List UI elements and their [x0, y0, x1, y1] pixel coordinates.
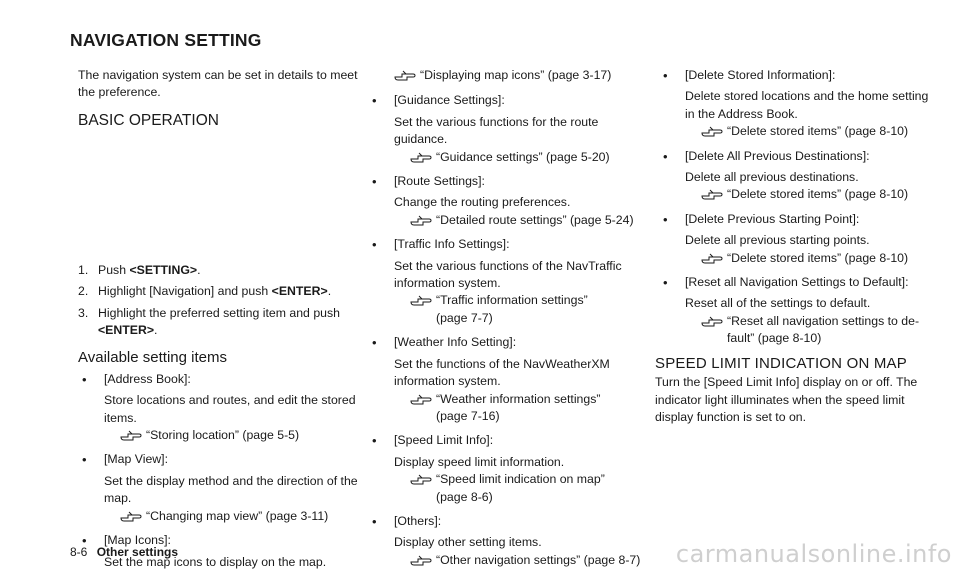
item-title: [Map Icons]: [104, 533, 171, 548]
setting-item [78, 451, 360, 525]
cross-reference[interactable] [685, 123, 941, 140]
reference-continuation: (page 7-7) [436, 310, 493, 325]
bullet-icon: • [372, 237, 377, 253]
setting-item [368, 334, 650, 425]
bullet-icon: • [663, 211, 668, 227]
item-description: Set the display method and the direction of the map. [104, 473, 358, 506]
bullet-icon: • [663, 148, 668, 164]
cross-reference[interactable] [685, 186, 941, 203]
column-3 [655, 67, 941, 426]
item-description: Set the various functions of the NavTraffic information system. [394, 258, 622, 291]
step-item [78, 305, 360, 340]
reference-text: “Detailed route settings” (page 5-24) [436, 212, 634, 227]
reference-text: “Weather information settings” [436, 391, 601, 406]
column-1 [78, 67, 360, 578]
reference-text: “Guidance settings” (page 5-20) [436, 149, 610, 164]
reference-text: “Reset all navigation settings to de- [727, 313, 920, 328]
watermark: carmanualsonline.info [675, 540, 952, 568]
setting-item [368, 236, 650, 327]
item-description: Delete all previous destinations. [685, 170, 859, 185]
page-footer [70, 545, 178, 559]
page-title: NAVIGATION SETTING [70, 30, 262, 50]
bullet-icon: • [372, 513, 377, 529]
setting-item [659, 67, 941, 141]
reference-text: “Speed limit indication on map” [436, 472, 605, 487]
item-title: [Delete All Previous Destinations]: [685, 148, 870, 163]
setting-item [368, 513, 650, 569]
pointing-hand-icon [701, 187, 723, 201]
cross-reference[interactable] [394, 391, 650, 408]
item-description: Display other setting items. [394, 535, 542, 550]
item-title: [Speed Limit Info]: [394, 433, 494, 448]
cross-reference[interactable] [685, 250, 941, 267]
section-name: Other settings [96, 545, 179, 559]
step-text: Highlight the preferred setting item and push <ENTER>. [98, 305, 340, 338]
step-item [78, 262, 360, 279]
available-items-heading: Available setting items [78, 349, 227, 367]
bullet-icon: • [372, 93, 377, 109]
column-2 [368, 67, 650, 576]
pointing-hand-icon [410, 293, 432, 307]
intro-text: The navigation system can be set in details to meet the preference. [78, 68, 358, 100]
pointing-hand-icon [410, 392, 432, 406]
pointing-hand-icon [701, 124, 723, 138]
cross-reference[interactable] [104, 427, 360, 444]
item-title: [Map View]: [104, 452, 169, 467]
setting-item [368, 173, 650, 229]
reference-text: “Changing map view” (page 3-11) [146, 508, 329, 523]
cross-reference[interactable] [394, 552, 650, 569]
bullet-icon: • [372, 335, 377, 351]
item-description: Display speed limit information. [394, 454, 565, 469]
reference-text: “Delete stored items” (page 8-10) [727, 124, 909, 139]
item-title: [Route Settings]: [394, 174, 485, 189]
page-number: 8-6 [70, 545, 88, 559]
basic-operation-heading: BASIC OPERATION [78, 111, 219, 129]
speed-limit-text: Turn the [Speed Limit Info] display on or off. The indicator light illuminates when the speed limit display function is set to on. [655, 375, 918, 424]
bullet-icon: • [82, 452, 87, 468]
item-title: [Weather Info Setting]: [394, 335, 517, 350]
bullet-icon: • [663, 68, 668, 83]
item-description: Set the various functions for the route guidance. [394, 114, 599, 147]
setting-item [368, 92, 650, 166]
cross-reference[interactable] [394, 212, 650, 229]
cross-reference[interactable] [394, 149, 650, 166]
step-text: Highlight [Navigation] and push <ENTER>. [98, 284, 332, 299]
setting-item-list [659, 67, 941, 348]
item-title: [Traffic Info Settings]: [394, 237, 510, 252]
item-title: [Others]: [394, 513, 442, 528]
pointing-hand-icon [410, 213, 432, 227]
step-number: 1. [78, 262, 89, 277]
reference-text: “Delete stored items” (page 8-10) [727, 187, 909, 202]
pointing-hand-icon [120, 509, 142, 523]
bullet-icon: • [663, 275, 668, 291]
reference-continuation: (page 7-16) [436, 408, 500, 423]
cross-reference[interactable] [368, 67, 650, 84]
bullet-icon: • [82, 371, 87, 387]
pointing-hand-icon [120, 428, 142, 442]
item-description: Set the functions of the NavWeatherXM information system. [394, 356, 610, 389]
reference-text: “Other navigation settings” (page 8-7) [436, 552, 641, 567]
item-description: Store locations and routes, and edit the stored items. [104, 393, 356, 425]
setting-item-list [368, 92, 650, 569]
item-title: [Delete Stored Information]: [685, 68, 836, 82]
cross-reference[interactable] [394, 471, 650, 488]
item-title: [Guidance Settings]: [394, 93, 505, 108]
setting-item [659, 148, 941, 204]
figure-area [78, 132, 360, 262]
item-description: Change the routing preferences. [394, 195, 571, 210]
reference-text: “Delete stored items” (page 8-10) [727, 250, 909, 265]
item-description: Delete all previous starting points. [685, 233, 870, 248]
reference-text: “Displaying map icons” (page 3-17) [420, 68, 612, 82]
cross-reference[interactable] [685, 313, 941, 330]
cross-reference[interactable] [104, 508, 360, 525]
reference-text: “Traffic information settings” [436, 293, 588, 308]
setting-item-list [78, 371, 360, 571]
item-title: [Reset all Navigation Settings to Default]: [685, 275, 909, 290]
item-title: [Address Book]: [104, 371, 191, 386]
reference-continuation: fault” (page 8-10) [727, 331, 822, 346]
pointing-hand-icon [410, 553, 432, 567]
setting-item [78, 371, 360, 445]
step-text: Push <SETTING>. [98, 262, 201, 277]
pointing-hand-icon [394, 68, 416, 82]
bullet-icon: • [372, 433, 377, 449]
reference-text: “Storing location” (page 5-5) [146, 428, 300, 443]
setting-item [659, 274, 941, 348]
item-description: Set the map icons to display on the map. [104, 554, 327, 569]
setting-item [659, 211, 941, 267]
cross-reference[interactable] [394, 292, 650, 309]
bullet-icon: • [82, 533, 87, 549]
pointing-hand-icon [701, 314, 723, 328]
step-item [78, 283, 360, 300]
speed-limit-heading: SPEED LIMIT INDICATION ON MAP [655, 354, 907, 372]
pointing-hand-icon [410, 472, 432, 486]
item-description: Reset all of the settings to default. [685, 296, 871, 311]
step-list [78, 262, 360, 340]
pointing-hand-icon [410, 150, 432, 164]
reference-continuation: (page 8-6) [436, 489, 493, 504]
step-number: 2. [78, 284, 89, 299]
setting-item [368, 432, 650, 506]
step-number: 3. [78, 305, 89, 320]
bullet-icon: • [372, 174, 377, 190]
item-description: Delete stored locations and the home setting in the Address Book. [685, 89, 929, 121]
pointing-hand-icon [701, 251, 723, 265]
item-title: [Delete Previous Starting Point]: [685, 211, 860, 226]
